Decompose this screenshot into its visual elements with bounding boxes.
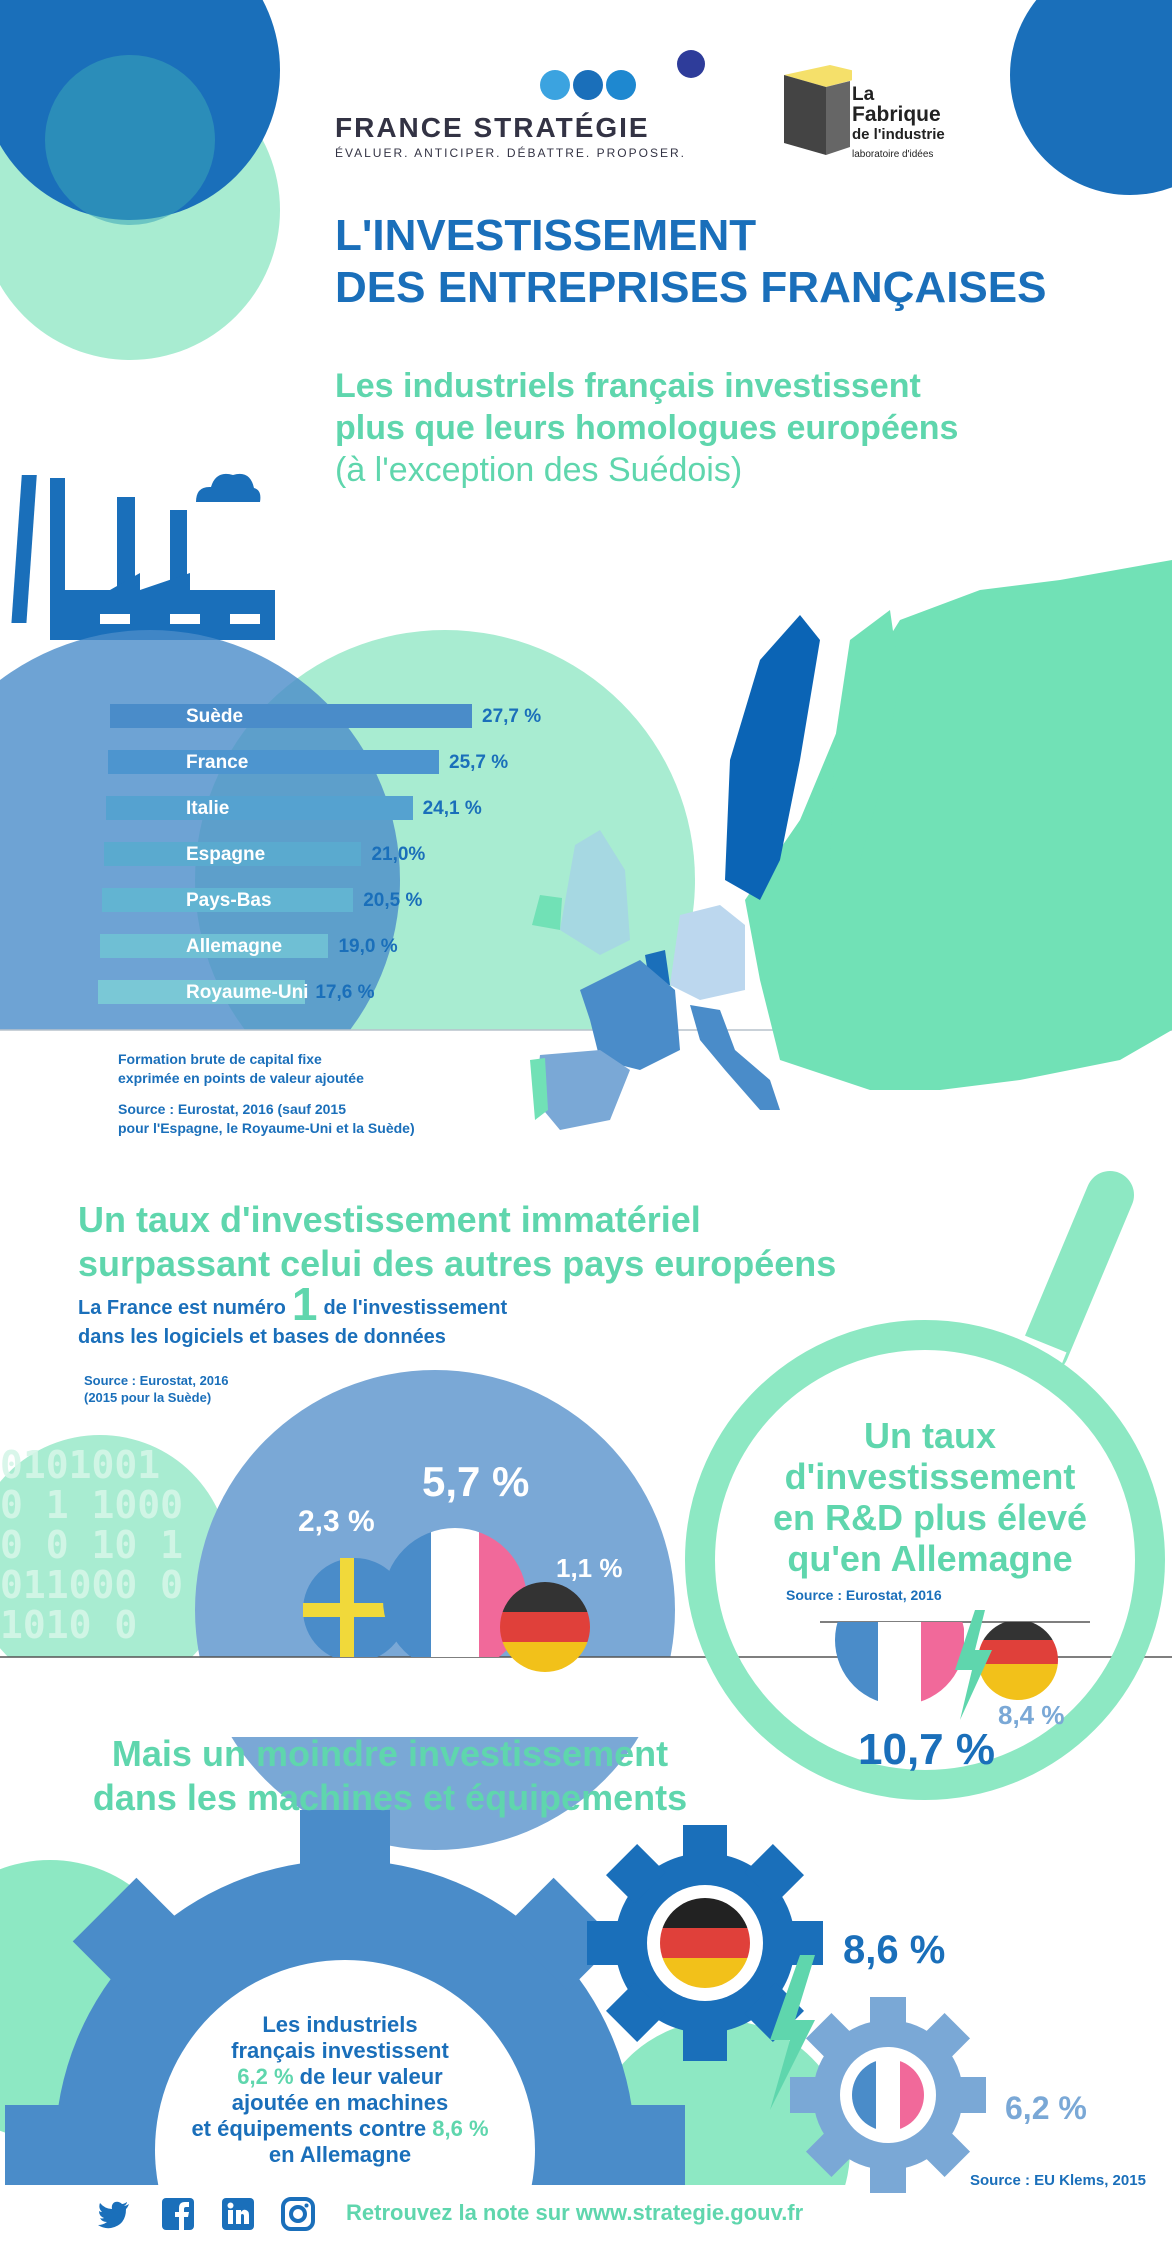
- mt-highlight-fr: 6,2 %: [237, 2064, 294, 2089]
- gear-france-icon: [790, 1997, 986, 2193]
- section2-title: [78, 1198, 898, 1286]
- bar-row: [0, 750, 700, 774]
- rd-title-line2: d'investissement: [784, 1456, 1076, 1497]
- section2-subtitle: [78, 1278, 598, 1352]
- machines-text: [170, 2012, 510, 2168]
- lf-line2: Fabrique: [852, 103, 941, 126]
- bar-value-label: 19,0 %: [338, 936, 398, 957]
- france-strategie-tagline: ÉVALUER. ANTICIPER. DÉBATTRE. PROPOSER.: [335, 146, 686, 160]
- germany-value: 1,1 %: [556, 1553, 623, 1583]
- bar-row: [0, 888, 700, 912]
- bar-row: [0, 842, 700, 866]
- source-line1: Source : Eurostat, 2016 (sauf 2015: [118, 1101, 346, 1117]
- s2-source-line1: Source : Eurostat, 2016: [84, 1373, 229, 1388]
- mt-line1: Les industriels: [262, 2012, 418, 2037]
- bar-row: [0, 704, 700, 728]
- rd-title-line3: en R&D plus élevé: [772, 1497, 1088, 1538]
- bar-value-label: 21,0%: [371, 844, 426, 865]
- section3-title-line2: dans les machines et équipements: [92, 1777, 688, 1818]
- bar-chart: [0, 0, 1172, 1040]
- bar-value-label: 20,5 %: [363, 890, 423, 911]
- rd-source: Source : Eurostat, 2016: [786, 1587, 942, 1603]
- bar: [108, 750, 439, 774]
- bar-label: Espagne: [186, 844, 266, 865]
- bar-value-label: 25,7 %: [449, 752, 509, 773]
- rd-germany-flag-icon: [978, 1622, 1058, 1704]
- rd-title-line4: qu'en Allemagne: [787, 1538, 1073, 1579]
- instagram-icon[interactable]: [280, 2196, 316, 2232]
- bar-row: [0, 934, 700, 958]
- sub-after: de l'investissement: [323, 1297, 508, 1319]
- section1-title-line3: (à l'exception des Suédois): [335, 451, 743, 489]
- linkedin-icon[interactable]: [220, 2196, 256, 2232]
- france-strategie-name: FRANCE STRATÉGIE: [335, 112, 650, 143]
- mt-highlight-de: 8,6 %: [432, 2116, 489, 2141]
- facebook-icon[interactable]: [160, 2196, 196, 2232]
- s2-source-line2: (2015 pour la Suède): [84, 1390, 212, 1405]
- bar-row: [0, 796, 700, 820]
- bar-value-label: 24,1 %: [422, 798, 482, 819]
- rd-france-value: 10,7 %: [858, 1725, 995, 1774]
- bar-label: France: [186, 752, 249, 773]
- bar-label: Suède: [186, 706, 244, 727]
- section2-source: [84, 1372, 229, 1406]
- section3-title-line1: Mais un moindre investissement: [111, 1733, 669, 1774]
- machines-france-value: 6,2 %: [1005, 2090, 1087, 2126]
- machines-source: Source : EU Klems, 2015: [970, 2172, 1146, 2189]
- mt-line2: français investissent: [231, 2038, 449, 2063]
- rd-title: [740, 1415, 1120, 1579]
- source-line2: pour l'Espagne, le Royaume-Uni et la Suède): [118, 1120, 415, 1136]
- sub-line2: dans les logiciels et bases de données: [78, 1326, 446, 1348]
- mt-line5: et équipements contre: [191, 2116, 427, 2141]
- lf-line3: de l'industrie: [852, 126, 945, 143]
- bar-label: Royaume-Uni: [186, 982, 309, 1003]
- bar-value-label: 17,6 %: [315, 982, 375, 1003]
- footer-cta-link[interactable]: Retrouvez la note sur www.strategie.gouv.fr: [346, 2200, 804, 2225]
- section1-source: [118, 1100, 415, 1138]
- note-line2: exprimée en points de valeur ajoutée: [118, 1070, 364, 1086]
- bar-label: Italie: [186, 798, 230, 819]
- france-value: 5,7 %: [422, 1458, 530, 1505]
- binary-digits: 0101001 0 1 10000 0 10 1011000 0 1010 0: [0, 1445, 184, 1647]
- mt-line4: ajoutée en machines: [231, 2090, 449, 2115]
- bar-label: Allemagne: [186, 936, 283, 957]
- number-one: 1: [291, 1278, 318, 1330]
- section1-note: [118, 1050, 364, 1088]
- rd-title-line1: Un taux: [863, 1415, 996, 1456]
- bar-value-label: 27,7 %: [482, 706, 542, 727]
- sub-before: La France est numéro: [78, 1297, 286, 1319]
- machines-germany-value: 8,6 %: [843, 1928, 946, 1972]
- lf-line4: laboratoire d'idées: [852, 149, 934, 160]
- note-line1: Formation brute de capital fixe: [118, 1051, 322, 1067]
- page-title-line2: DES ENTREPRISES FRANÇAISES: [335, 263, 1047, 312]
- bar: [106, 796, 413, 820]
- sweden-value: 2,3 %: [298, 1505, 375, 1538]
- section2-title-line2: surpassant celui des autres pays européens: [78, 1243, 837, 1284]
- germany-flag-icon: [500, 1582, 590, 1672]
- mt-line6: en Allemagne: [268, 2142, 412, 2167]
- section3-title: [70, 1732, 710, 1820]
- section1-title-line2: plus que leurs homologues européens: [335, 409, 959, 447]
- twitter-icon[interactable]: [96, 2196, 132, 2232]
- bar-label: Pays-Bas: [186, 890, 272, 911]
- section2-title-line1: Un taux d'investissement immatériel: [78, 1199, 701, 1240]
- bar: [110, 704, 472, 728]
- bar-row: [0, 980, 700, 1004]
- rd-france-flag-icon: [835, 1622, 964, 1712]
- rd-germany-value: 8,4 %: [998, 1700, 1065, 1730]
- page-title-line1: L'INVESTISSEMENT: [335, 211, 757, 260]
- lf-line1: La: [852, 84, 875, 105]
- mt-line3: de leur valeur: [299, 2064, 443, 2089]
- section1-title-line1: Les industriels français investissent: [335, 367, 921, 405]
